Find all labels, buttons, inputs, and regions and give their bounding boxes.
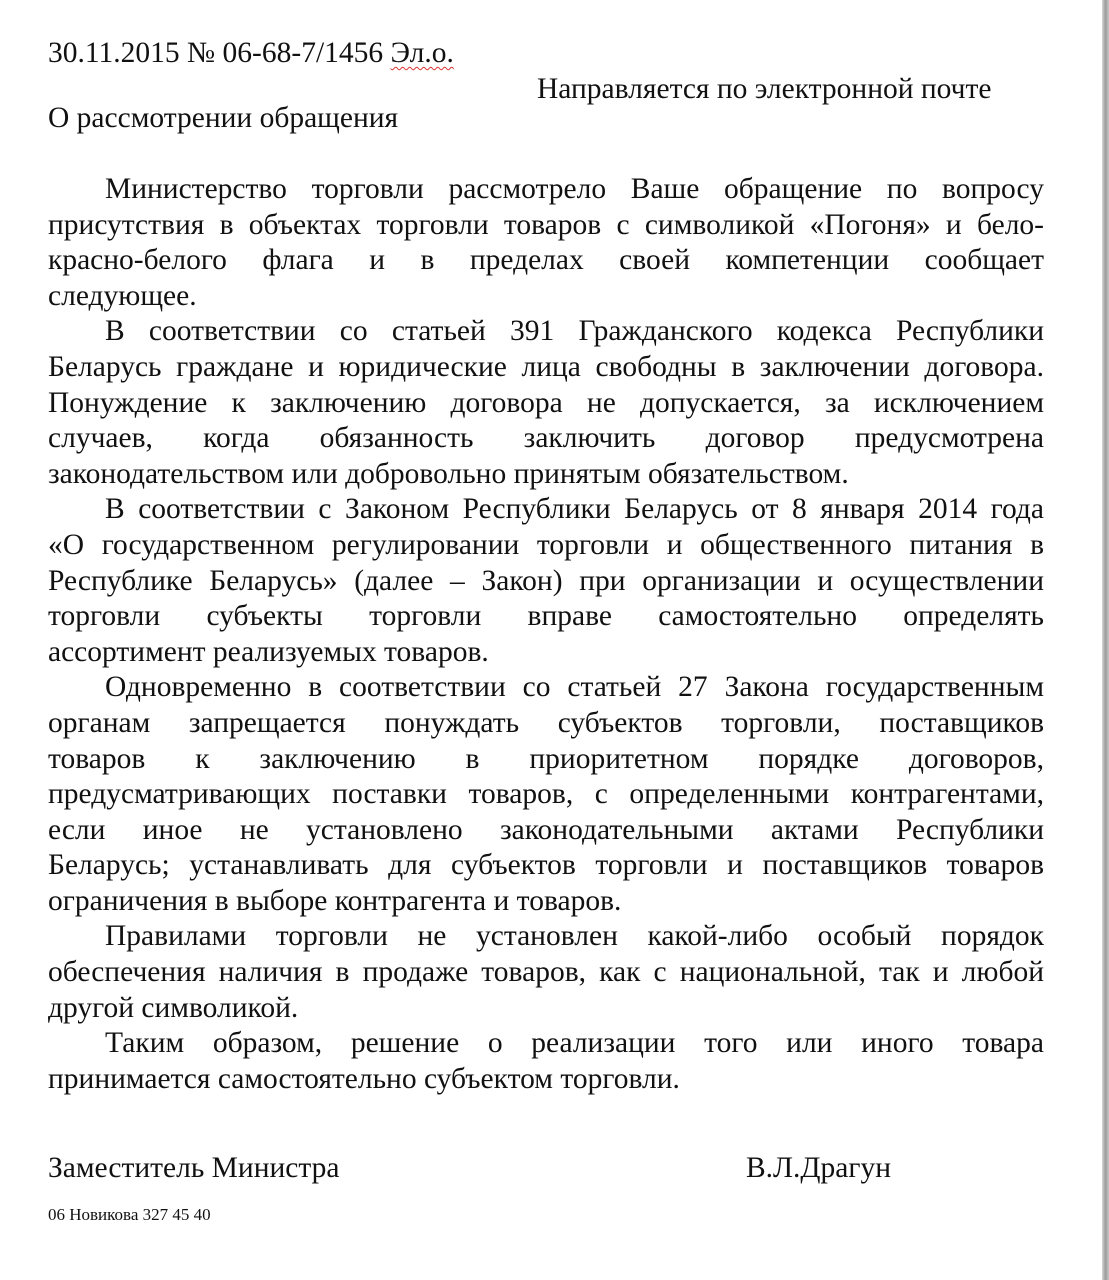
delivery-suffix: Эл.о. [390, 37, 454, 69]
paragraph-line: обеспечения наличия в продаже товаров, как с национальной, так и любой [48, 956, 1044, 989]
paragraph-line: Республике Беларусь» (далее – Закон) при организации и осуществлении [48, 564, 1044, 597]
paragraph [48, 1026, 1044, 1097]
paragraph-line: законодательством или добровольно принятым обязательством. [48, 457, 849, 490]
paragraph-line: ограничения в выборе контрагента и товаров. [48, 884, 622, 917]
paragraph [48, 172, 1044, 314]
paragraph-line: следующее. [48, 279, 197, 312]
paragraph-line: Министерство торговли рассмотрело Ваше обращение по вопросу [105, 173, 1044, 205]
executor-info: 06 Новикова 327 45 40 [48, 1205, 211, 1224]
paragraph [48, 492, 1044, 670]
paragraph-line: Беларусь граждане и юридические лица свободны в заключении договора. [48, 350, 1044, 383]
date-number: 30.11.2015 № 06-68-7/1456 [48, 37, 384, 69]
paragraph-line: Беларусь; устанавливать для субъектов торговли и поставщиков товаров [48, 849, 1044, 882]
paragraph-line: Понуждение к заключению договора не допускается, за исключением [48, 386, 1044, 419]
paragraph-line: принимается самостоятельно субъектом торговли. [48, 1062, 680, 1095]
paragraph-line: красно-белого флага и в пределах своей компетенции сообщает [48, 244, 1044, 277]
paragraph-line: Одновременно в соответствии со статьей 27 Закона государственным [105, 671, 1044, 704]
paragraph-line: присутствия в объектах торговли товаров с символикой «Погоня» и бело- [48, 208, 1044, 241]
paragraph-line: предусматривающих поставки товаров, с определенными контрагентами, [48, 778, 1044, 811]
signatory-name: В.Л.Драгун [746, 1152, 892, 1184]
paragraph-line: торговли субъекты торговли вправе самостоятельно определять [48, 600, 1044, 633]
paragraph-line: случаев, когда обязанность заключить договор предусмотрена [48, 422, 1044, 455]
letter-body [48, 172, 1044, 1097]
signatory-position: Заместитель Министра [48, 1152, 340, 1184]
paragraph [48, 314, 1044, 492]
paragraph [48, 919, 1044, 1026]
paragraph-line: другой символикой. [48, 991, 299, 1024]
paragraph-line: Таким образом, решение о реализации того или иного товара [105, 1027, 1044, 1060]
paragraph-line: органам запрещается понуждать субъектов торговли, поставщиков [48, 706, 1044, 739]
paragraph-line: товаров к заключению в приоритетном порядке договоров, [48, 742, 1044, 775]
paragraph-line: если иное не установлено законодательными актами Республики [48, 813, 1044, 846]
paragraph-line: «О государственном регулировании торговли и общественного питания в [48, 528, 1044, 561]
paragraph-line: ассортимент реализуемых товаров. [48, 635, 489, 668]
paragraph-line: В соответствии со статьей 391 Гражданского кодекса Республики [105, 315, 1044, 348]
paragraph-line: В соответствии с Законом Республики Беларусь от 8 января 2014 года [105, 493, 1044, 526]
document-reference [48, 36, 454, 70]
page-edge [1102, 0, 1109, 1280]
paragraph-line: Правилами торговли не установлен какой-либо особый порядок [105, 920, 1044, 953]
paragraph [48, 670, 1044, 919]
delivery-note: Направляется по электронной почте [537, 73, 992, 105]
subject-line: О рассмотрении обращения [48, 102, 399, 134]
